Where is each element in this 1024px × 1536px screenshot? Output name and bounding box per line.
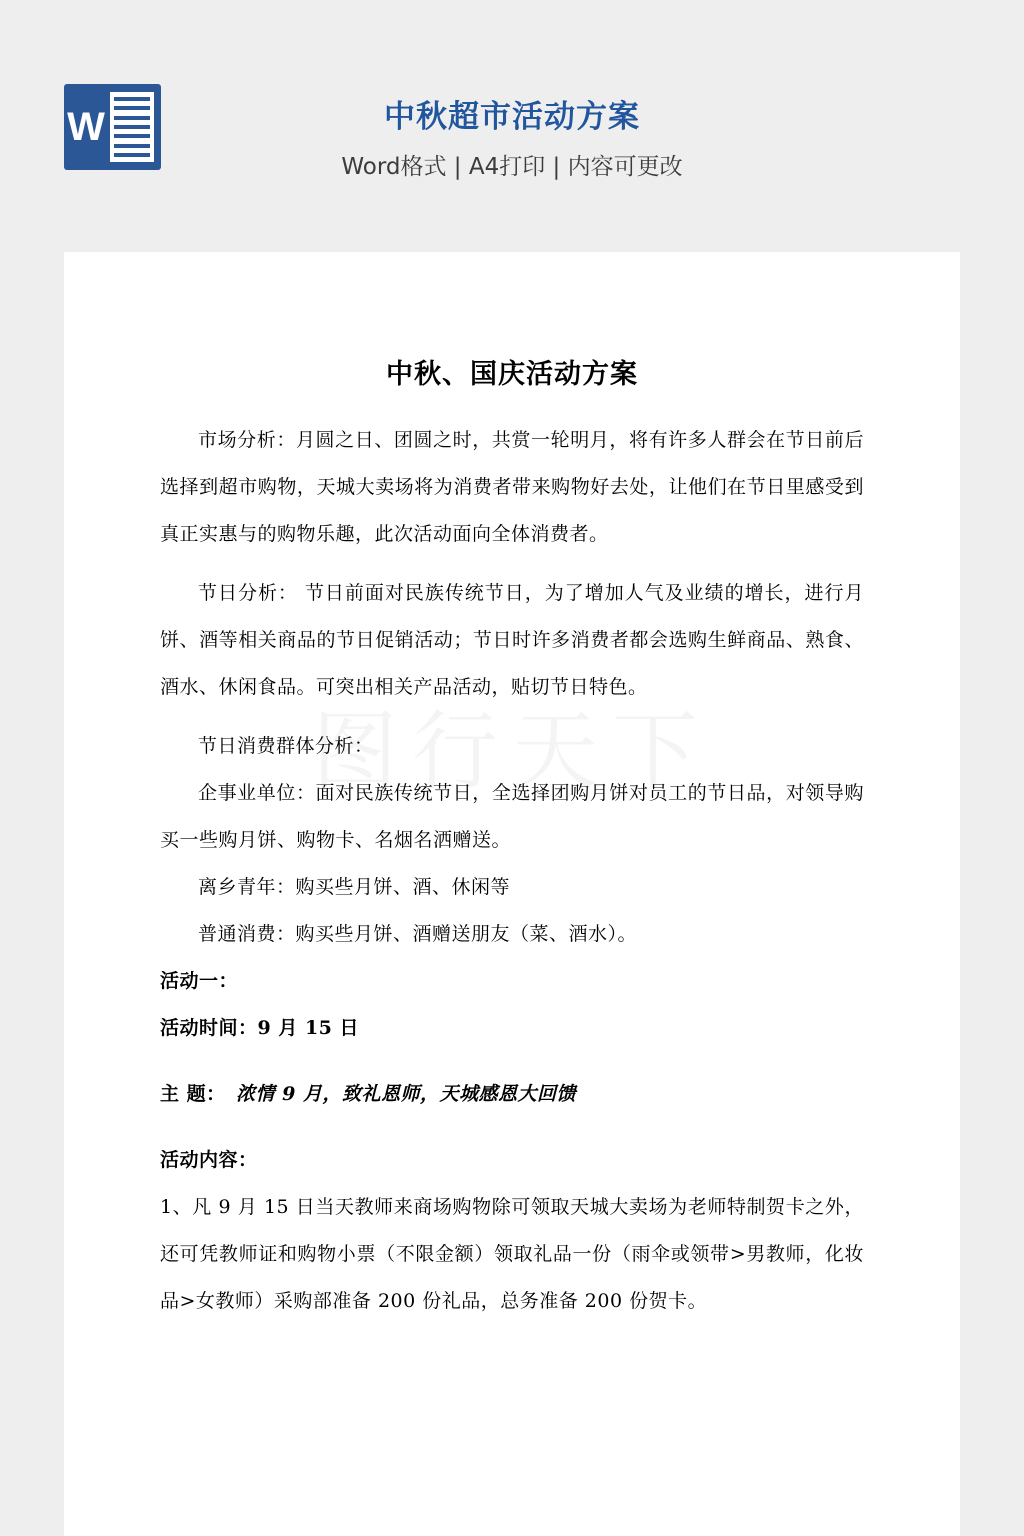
word-logo-letter: W: [67, 105, 105, 149]
activity-theme-value: 浓情 9 月，致礼恩师，天城感恩大回馈: [236, 1083, 576, 1105]
paragraph-festival-analysis: 节日分析： 节日前面对民族传统节日，为了增加人气及业绩的增长，进行月饼、酒等相关商品的节日促销活动；节日时许多消费者都会选购生鲜商品、熟食、酒水、休闲食品。可突出相关产品活动，贴切节日特色。: [160, 582, 864, 698]
paragraph-market-analysis: 市场分析：月圆之日、团圆之时，共赏一轮明月，将有许多人群会在节日前后选择到超市购物，天城大卖场将为消费者带来购物好去处，让他们在节日里感受到真正实惠与的购物乐趣，此次活动面向全体消费者。: [160, 429, 864, 545]
page-title: 中秋超市活动方案: [384, 99, 640, 135]
activity-theme-label: 主 题：: [160, 1083, 226, 1105]
document-title: 中秋、国庆活动方案: [386, 359, 638, 390]
page-header: [0, 0, 1024, 252]
paragraph-young-people: 离乡青年：购买些月饼、酒、休闲等: [198, 876, 511, 898]
activity-content-item-1: 1、凡 9 月 15 日当天教师来商场购物除可领取天城大卖场为老师特制贺卡之外，还可凭教师证和购物小票（不限金额）领取礼品一份（雨伞或领带>男教师，化妆品>女教师）采购部准备 200 份礼品，总务准备 200 份贺卡。: [160, 1196, 864, 1312]
page-subtitle: Word格式 | A4打印 | 内容可更改: [341, 154, 683, 180]
header-text-block: [0, 95, 1024, 187]
paragraph-consumer-group-heading: 节日消费群体分析：: [198, 735, 374, 757]
paragraph-general-consumers: 普通消费：购买些月饼、酒赠送朋友（菜、酒水）。: [198, 923, 638, 945]
document-page: [64, 252, 960, 1536]
paragraph-enterprise-units: 企事业单位：面对民族传统节日，全选择团购月饼对员工的节日品，对领导购买一些购月饼、购物卡、名烟名洒赠送。: [160, 782, 864, 851]
activity-content-label: 活动内容：: [160, 1149, 258, 1171]
activity-theme: [160, 1071, 864, 1118]
activity-heading: 活动一：: [160, 970, 239, 992]
activity-time: 活动时间：9 月 15 日: [160, 1017, 360, 1039]
